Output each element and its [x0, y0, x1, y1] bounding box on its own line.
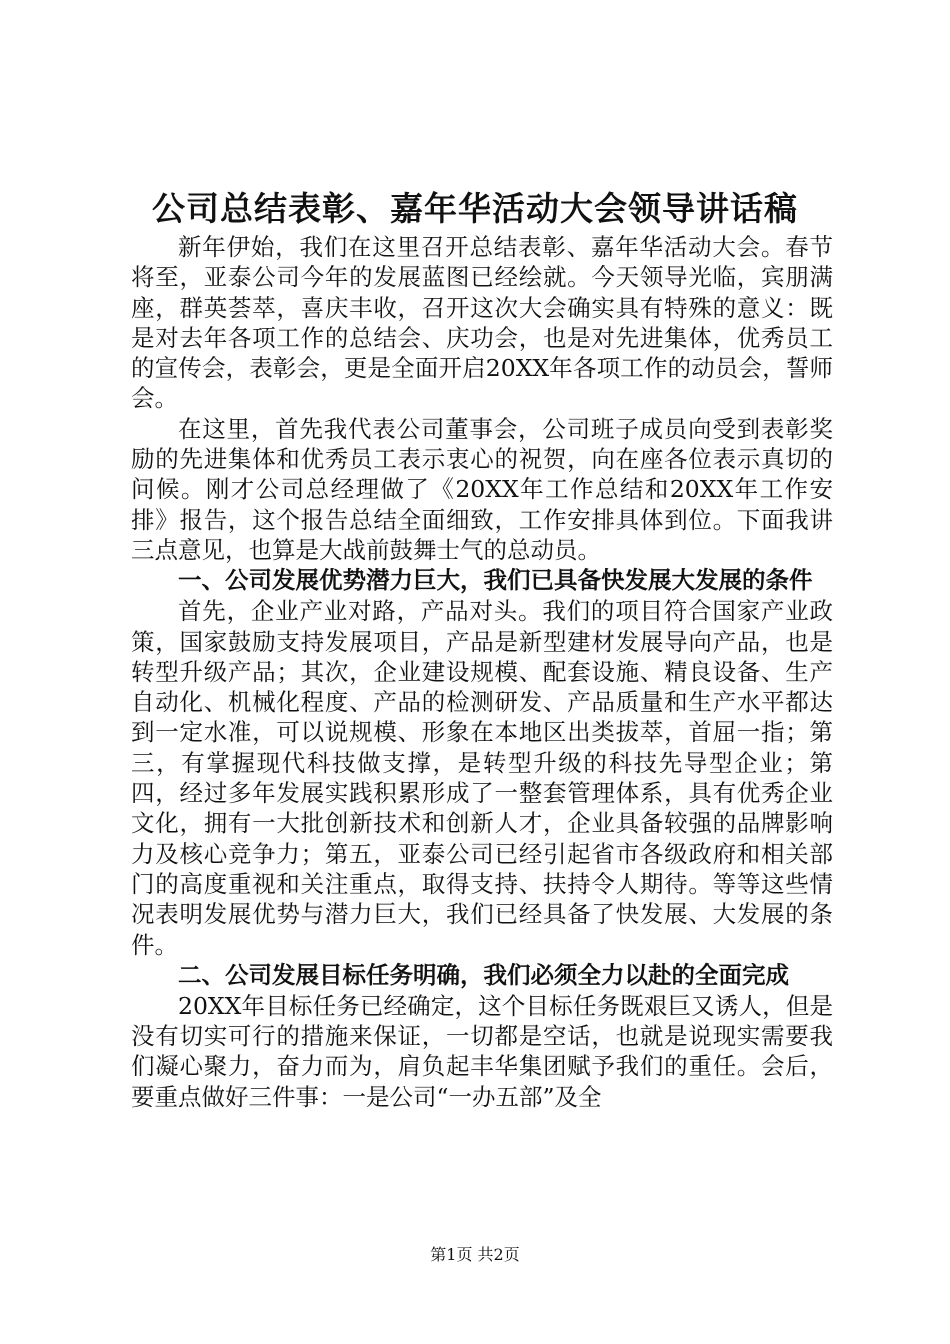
- paragraph-greetings: 在这里，首先我代表公司董事会，公司班子成员向受到表彰奖励的先进集体和优秀员工表示衷心的祝贺，向在座各位表示真切的问候。刚才公司总经理做了《20XX年工作总结和20XX年工作安排》报告，这个报告总结全面细致，工作安排具体到位。下面我讲三点意见，也算是大战前鼓舞士气的总动员。: [131, 414, 833, 564]
- section-heading-1: 一、公司发展优势潜力巨大，我们已具备快发展大发展的条件: [178, 566, 813, 595]
- document-title: 公司总结表彰、嘉年华活动大会领导讲话稿: [152, 189, 798, 228]
- paragraph-opening: 新年伊始，我们在这里召开总结表彰、嘉年华活动大会。春节将至，亚泰公司今年的发展蓝图已经绘就。今天领导光临，宾朋满座，群英荟萃，喜庆丰收，召开这次大会确实具有特殊的意义：既是对去年各项工作的总结会、庆功会，也是对先进集体，优秀员工的宣传会，表彰会，更是全面开启20XX年各项工作的动员会，誓师会。: [131, 233, 833, 413]
- paragraph-advantages: 首先，企业产业对路，产品对头。我们的项目符合国家产业政策，国家鼓励支持发展项目，产品是新型建材发展导向产品，也是转型升级产品；其次，企业建设规模、配套设施、精良设备、生产自动化、机械化程度、产品的检测研发、产品质量和生产水平都达到一定水准，可以说规模、形象在本地区出类拔萃，首屈一指；第三，有掌握现代科技做支撑，是转型升级的科技先导型企业；第四，经过多年发展实践积累形成了一整套管理体系，具有优秀企业文化，拥有一大批创新技术和创新人才，企业具备较强的品牌影响力及核心竞争力；第五，亚泰公司已经引起省市各级政府和相关部门的高度重视和关注重点，取得支持、扶持令人期待。等等这些情况表明发展优势与潜力巨大，我们已经具备了快发展、大发展的条件。: [131, 597, 833, 959]
- section-heading-2: 二、公司发展目标任务明确，我们必须全力以赴的全面完成: [178, 960, 789, 989]
- page-footer: 第1页 共2页: [430, 1245, 520, 1264]
- paragraph-targets: 20XX年目标任务已经确定，这个目标任务既艰巨又诱人，但是没有切实可行的措施来保证，一切都是空话，也就是说现实需要我们凝心聚力，奋力而为，肩负起丰华集团赋予我们的重任。会后，要重点做好三件事：一是公司“一办五部”及全: [131, 991, 833, 1111]
- document-body: [131, 232, 833, 1112]
